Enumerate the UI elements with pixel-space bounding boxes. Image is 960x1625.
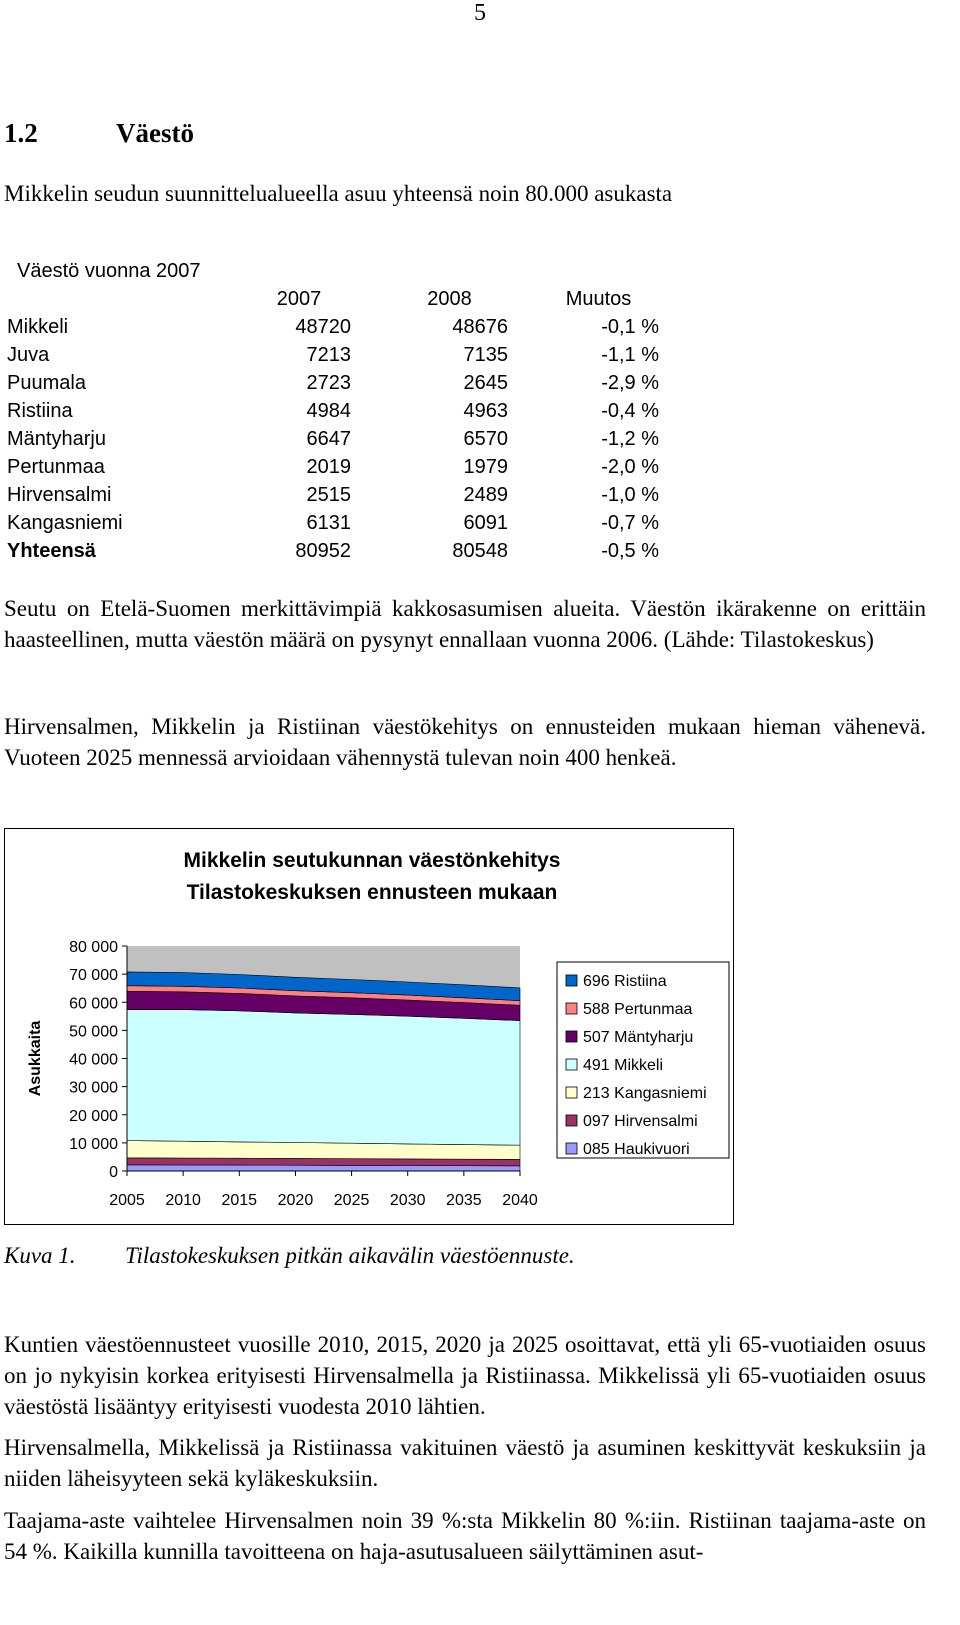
table-row (0, 341, 659, 369)
legend-label: 491 Mikkeli (583, 1057, 664, 1074)
cell-municipality: Juva (7, 344, 50, 366)
cell-2008: 4963 (463, 400, 508, 422)
table-row (0, 313, 659, 341)
page-number: 5 (474, 0, 486, 26)
cell-2007: 2723 (306, 372, 351, 394)
population-table (0, 285, 659, 565)
paragraph-urbanization: Taajama-aste vaihtelee Hirvensalmen noin 39 %:sta Mikkelin 80 %:iin. Ristiinan taajama-aste on 54 %. Kaikilla kunnilla tavoitteena on haja-asutusalueen säilyttäminen asut- (4, 1508, 926, 1564)
table-row (0, 369, 659, 397)
y-tick-label: 80 000 (69, 939, 118, 956)
table-row (0, 425, 659, 453)
x-tick-label: 2035 (446, 1192, 482, 1209)
cell-municipality: Kangasniemi (7, 512, 123, 534)
cell-municipality: Puumala (7, 372, 86, 394)
y-tick-label: 70 000 (69, 967, 118, 985)
cell-2007: 2019 (306, 456, 351, 478)
cell-change: -2,9 % (601, 372, 659, 394)
cell-2007: 7213 (306, 344, 351, 366)
y-tick-label: 20 000 (69, 1107, 118, 1125)
population-chart-svg (5, 829, 733, 1224)
legend-label: 213 Kangasniemi (583, 1085, 707, 1102)
cell-municipality: Pertunmaa (7, 456, 105, 478)
header-2007: 2007 (276, 288, 322, 310)
cell-change: -1,0 % (601, 484, 659, 506)
table-caption: Väestö vuonna 2007 (17, 260, 201, 282)
figure-caption (4, 1243, 575, 1269)
table-header-row (0, 285, 659, 313)
total-change: -0,5 % (601, 540, 659, 562)
paragraph-second-homes: Seutu on Etelä-Suomen merkittävimpiä kakkosasumisen alueita. Väestön ikärakenne on erittäin haasteellinen, mutta väestön määrä on pysynyt ennallaan vuonna 2006. (Lähde: Tilastokeskus) (4, 596, 926, 652)
population-chart (4, 828, 734, 1225)
section-number: 1.2 (4, 118, 38, 148)
x-tick-label: 2015 (221, 1192, 258, 1209)
chart-title: Mikkelin seutukunnan väestönkehitys (183, 849, 561, 872)
table-row (0, 397, 659, 425)
table-total-row (0, 537, 659, 565)
table-row (0, 453, 659, 481)
cell-2007: 6647 (306, 428, 351, 450)
cell-2008: 1979 (463, 456, 508, 478)
y-tick-label: 60 000 (69, 995, 118, 1013)
cell-2007: 48720 (295, 316, 351, 338)
y-tick-label: 30 000 (69, 1079, 118, 1097)
x-tick-label: 2005 (109, 1192, 145, 1209)
cell-2008: 2645 (463, 372, 508, 394)
figure-label: Kuva 1. (4, 1243, 76, 1268)
intro-text: Mikkelin seudun suunnittelualueella asuu yhteensä noin 80.000 asukasta (4, 181, 673, 206)
y-tick-label: 50 000 (69, 1023, 118, 1041)
cell-change: -1,1 % (601, 344, 659, 366)
table-row (0, 509, 659, 537)
x-tick-label: 2010 (165, 1192, 201, 1209)
legend-label: 097 Hirvensalmi (583, 1113, 698, 1130)
y-tick-label: 0 (109, 1164, 118, 1181)
x-tick-label: 2020 (277, 1192, 314, 1209)
header-2008: 2008 (427, 288, 472, 310)
cell-2007: 6131 (306, 512, 351, 534)
cell-2008: 6091 (463, 512, 508, 534)
legend-label: 085 Haukivuori (583, 1141, 690, 1158)
cell-2007: 4984 (306, 400, 351, 422)
figure-text: Tilastokeskuksen pitkän aikavälin väestöennuste. (125, 1243, 575, 1268)
cell-2008: 6570 (463, 428, 508, 450)
legend-label: 588 Pertunmaa (583, 1001, 693, 1018)
legend-label: 507 Mäntyharju (583, 1029, 694, 1046)
cell-municipality: Hirvensalmi (7, 484, 112, 506)
y-tick-label: 10 000 (69, 1135, 118, 1153)
legend-swatch (566, 1031, 577, 1042)
cell-2008: 7135 (463, 344, 508, 366)
cell-change: -2,0 % (601, 456, 659, 478)
cell-2007: 2515 (306, 484, 351, 506)
legend-swatch (566, 1087, 577, 1098)
total-2008: 80548 (452, 540, 508, 562)
header-change: Muutos (565, 288, 632, 310)
cell-change: -0,1 % (601, 316, 659, 338)
area-series (127, 1010, 520, 1146)
section-heading (4, 118, 194, 149)
cell-municipality: Ristiina (7, 400, 73, 422)
legend-swatch (566, 975, 577, 986)
legend-swatch (566, 1143, 577, 1154)
legend-swatch (566, 1003, 577, 1014)
total-2007: 80952 (295, 540, 351, 562)
total-label: Yhteensä (7, 540, 96, 562)
table-row (0, 481, 659, 509)
paragraph-age-structure: Kuntien väestöennusteet vuosille 2010, 2015, 2020 ja 2025 osoittavat, että yli 65-vuotiaiden osuus on jo nykyisin korkea erityisesti Hirvensalmella ja Ristiinassa. Mikkelissä yli 65-vuotiaiden osuus väestöstä lisääntyy erityisesti vuodesta 2010 lähtien. (4, 1332, 926, 1419)
chart-subtitle: Tilastokeskuksen ennusteen mukaan (186, 881, 558, 904)
legend-label: 696 Ristiina (583, 973, 667, 990)
section-title: Väestö (116, 118, 194, 148)
paragraph-settlement: Hirvensalmella, Mikkelissä ja Ristiinassa vakituinen väestö ja asuminen keskittyvät keskuksiin ja niiden läheisyyteen sekä kyläkeskuksiin. (4, 1435, 926, 1491)
y-axis-label: Asukkaita (27, 1020, 44, 1097)
cell-2008: 48676 (452, 316, 508, 338)
cell-change: -0,7 % (601, 512, 659, 534)
y-tick-label: 40 000 (69, 1051, 118, 1069)
header-municipality (0, 285, 247, 313)
cell-municipality: Mäntyharju (7, 428, 106, 450)
x-tick-label: 2030 (389, 1192, 426, 1209)
cell-2008: 2489 (463, 484, 508, 506)
legend-swatch (566, 1115, 577, 1126)
paragraph-forecast: Hirvensalmen, Mikkelin ja Ristiinan väestökehitys on ennusteiden mukaan hieman vähenevä. Vuoteen 2025 mennessä arvioidaan vähennystä tulevan noin 400 henkeä. (4, 714, 926, 770)
cell-change: -1,2 % (601, 428, 659, 450)
cell-change: -0,4 % (601, 400, 659, 422)
x-tick-label: 2040 (502, 1192, 538, 1209)
legend-swatch (566, 1059, 577, 1070)
x-tick-label: 2025 (333, 1192, 370, 1209)
cell-municipality: Mikkeli (7, 316, 69, 338)
